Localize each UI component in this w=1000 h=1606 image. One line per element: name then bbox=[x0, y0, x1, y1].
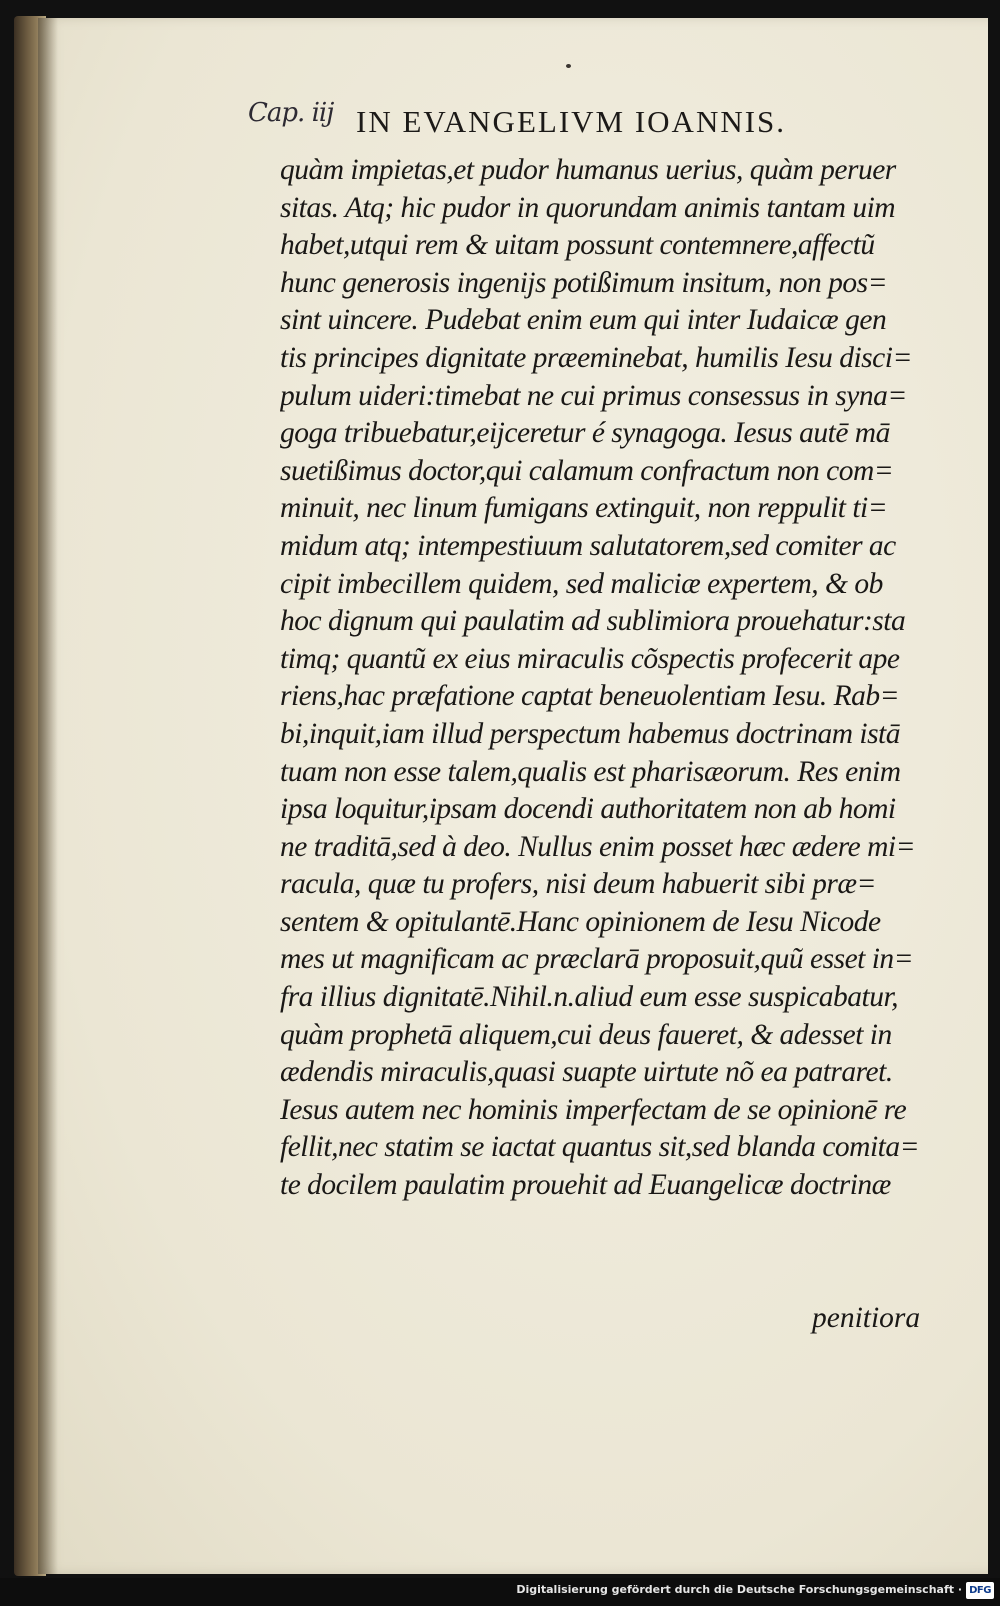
text-line: quàm prophetā aliquem,cui deus faueret, & adesset in bbox=[280, 1018, 892, 1051]
text-line: goga tribuebatur,eijceretur é synagoga. Iesus autē mā bbox=[280, 417, 890, 450]
text-line: racula, quæ tu profers, nisi deum habuerit sibi præ= bbox=[280, 868, 876, 901]
text-line: fra illius dignitatē.Nihil.n.aliud eum esse suspicabatur, bbox=[280, 981, 899, 1014]
text-line: quàm impietas,et pudor humanus uerius, quàm peruer bbox=[280, 154, 896, 186]
text-line: mes ut magnificam ac præclarā proposuit,quũ esset in= bbox=[280, 943, 914, 976]
text-line: sint uincere. Pudebat enim eum qui inter Iudaicæ gen bbox=[280, 304, 887, 337]
running-head: IN EVANGELIVM IOANNIS. bbox=[356, 104, 787, 139]
text-line: hunc generosis ingenijs potißimum insitum, non pos= bbox=[280, 266, 888, 299]
ink-dot bbox=[566, 64, 571, 68]
text-line: midum atq; intempestiuum salutatorem,sed comiter ac bbox=[280, 529, 896, 562]
handwritten-marginal-note: Cap. iij bbox=[248, 98, 334, 128]
text-line: tuam non esse talem,qualis est pharisæorum. Res enim bbox=[280, 755, 901, 788]
text-line: bi,inquit,iam illud perspectum habemus doctrinam istā bbox=[280, 717, 901, 750]
text-line: tis principes dignitate præeminebat, humilis Iesu disci= bbox=[280, 341, 912, 374]
text-line: ne traditā,sed à deo. Nullus enim posset hæc ædere mi= bbox=[280, 830, 916, 863]
text-line: fellit,nec statim se iactat quantus sit,sed blanda comita= bbox=[280, 1131, 920, 1164]
text-line: habet,utqui rem & uitam possunt contemnere,affectũ bbox=[280, 229, 875, 262]
catchword: penitiora bbox=[812, 1302, 921, 1334]
text-line: ædendis miraculis,quasi suapte uirtute nõ ea patraret. bbox=[280, 1056, 893, 1089]
dfg-logo: DFG bbox=[966, 1582, 994, 1599]
text-line: suetißimus doctor,qui calamum confractum non com= bbox=[280, 454, 894, 487]
body-text bbox=[280, 152, 940, 1205]
text-line: riens,hac præfatione captat beneuolentiam Iesu. Rab= bbox=[280, 680, 900, 713]
text-line: sitas. Atq; hic pudor in quorundam animis tantam uim bbox=[280, 191, 896, 224]
text-line: ipsa loquitur,ipsam docendi authoritatem non ab homi bbox=[280, 793, 896, 826]
funding-credit: Digitalisierung gefördert durch die Deutsche Forschungsgemeinschaft · bbox=[516, 1583, 962, 1596]
text-line: cipit imbecillem quidem, sed maliciæ expertem, & ob bbox=[280, 567, 883, 600]
text-line: Iesus autem nec hominis imperfectam de se opinionē re bbox=[280, 1093, 907, 1126]
text-line: te docilem paulatim prouehit ad Euangelicæ doctrinæ bbox=[280, 1169, 891, 1202]
text-line: timq; quantũ ex eius miraculis cõspectis profecerit ape bbox=[280, 642, 900, 675]
text-line: sentem & opitulantē.Hanc opinionem de Iesu Nicode bbox=[280, 905, 881, 938]
text-line: minuit, nec linum fumigans extinguit, non reppulit ti= bbox=[280, 492, 888, 525]
text-line: hoc dignum qui paulatim ad sublimiora prouehatur:sta bbox=[280, 605, 906, 638]
gutter-shadow bbox=[38, 18, 58, 1574]
text-line: pulum uideri:timebat ne cui primus consessus in syna= bbox=[280, 379, 907, 412]
